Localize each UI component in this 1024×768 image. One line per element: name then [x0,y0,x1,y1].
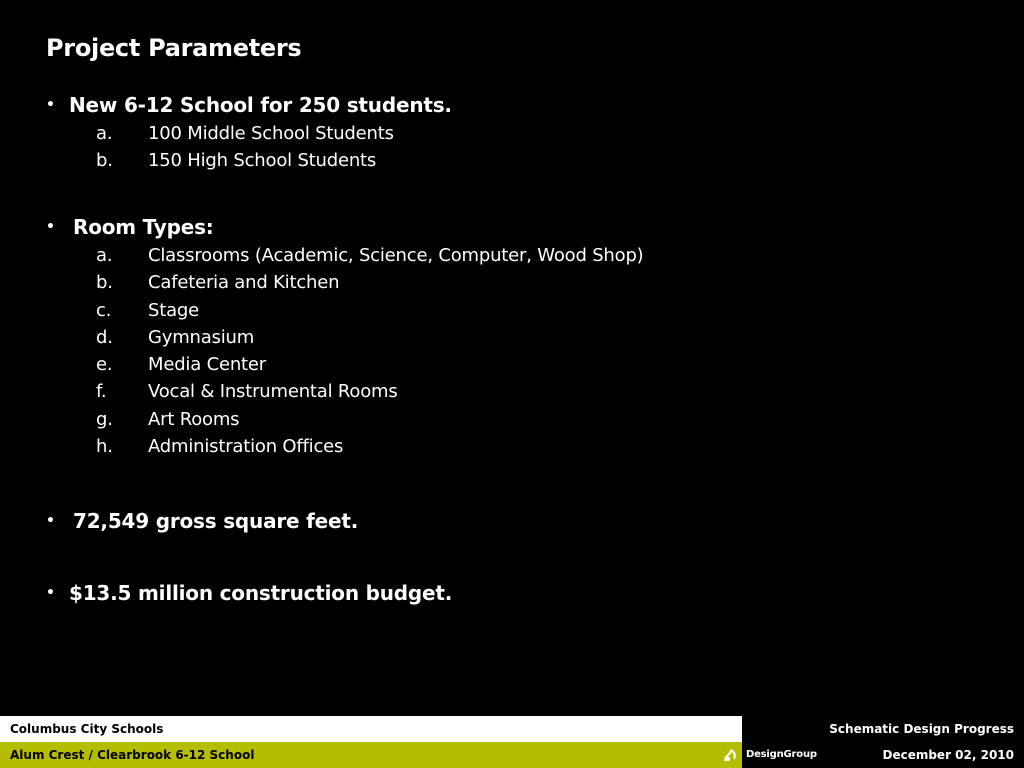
bullet-text: Room Types: [73,215,214,239]
list-item-text: Classrooms (Academic, Science, Computer, Wood Shop) [148,245,644,266]
list-item-letter: d. [96,326,113,348]
list-item [46,324,644,351]
list-item [46,242,644,269]
bullet-block-enrollment [46,90,452,175]
sub-list [46,120,452,175]
list-item [46,378,644,405]
designgroup-logo [722,745,817,765]
logo-text: DesignGroup [746,749,817,760]
list-item-text: Gymnasium [148,326,255,348]
list-item-letter: e. [96,354,113,376]
footer-phase-cell [742,716,1024,742]
sub-list [46,242,644,460]
list-item [46,433,644,460]
bullet-line [46,578,452,608]
bullet-dot: • [46,219,55,235]
footer-client: Columbus City Schools [0,716,742,742]
list-item-text: Art Rooms [148,408,240,430]
bullet-line [46,90,452,120]
footer-bottom-bar [0,742,1024,768]
list-item [46,406,644,433]
footer-date: December 02, 2010 [882,748,1014,762]
list-item-text: 100 Middle School Students [148,123,394,144]
footer-top-bar [0,716,1024,742]
list-item-letter: c. [96,299,112,321]
list-item [46,120,452,147]
list-item-text: Stage [148,299,200,321]
footer-phase: Schematic Design Progress [829,722,1014,736]
list-item-text: 150 High School Students [148,150,377,172]
list-item [46,269,644,296]
list-item-text: Administration Offices [148,436,344,458]
list-item-letter: b. [96,272,113,294]
list-item-letter: g. [96,408,113,430]
list-item [46,351,644,378]
footer-project: Alum Crest / Clearbrook 6-12 School [0,742,742,768]
bullet-text: 72,549 gross square feet. [73,509,359,533]
bullet-dot: • [46,97,55,113]
list-item-letter: a. [96,123,113,144]
designgroup-logo-icon [722,746,740,764]
bullet-dot: • [46,585,55,601]
bullet-dot: • [46,513,55,529]
list-item [46,147,452,174]
list-item-text: Media Center [148,354,266,376]
slide-title: Project Parameters [46,34,302,62]
list-item-letter: b. [96,150,113,172]
list-item-text: Vocal & Instrumental Rooms [148,381,398,403]
bullet-block-room-types [46,212,644,460]
bullet-text: $13.5 million construction budget. [69,581,453,605]
list-item-letter: f. [96,381,107,403]
footer-date-cell [742,742,1024,768]
bullet-block-area [46,506,358,536]
list-item-letter: a. [96,245,113,266]
bullet-line [46,212,644,242]
list-item [46,297,644,324]
list-item-letter: h. [96,436,113,458]
list-item-text: Cafeteria and Kitchen [148,272,340,294]
bullet-block-budget [46,578,452,608]
bullet-line [46,506,358,536]
bullet-text: New 6-12 School for 250 students. [69,93,452,117]
